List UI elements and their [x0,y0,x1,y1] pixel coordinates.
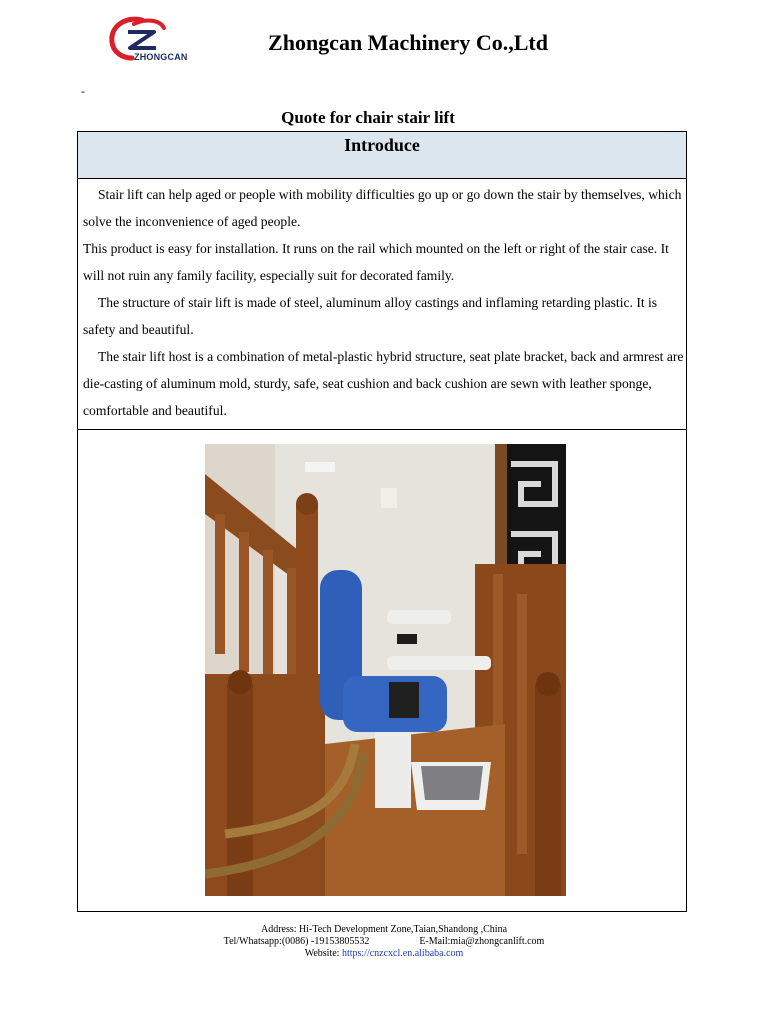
section-heading: Introduce [78,132,686,179]
document-title: Quote for chair stair lift [281,108,455,127]
logo-text: ZHONGCAN [134,52,188,62]
photo-cell [78,430,686,910]
intro-paragraph: Stair lift can help aged or people with mobility difficulties go up or go down the stair by themselves, which solve the inconvenience of aged people. [83,187,682,229]
intro-paragraph: The stair lift host is a combination of metal-plastic hybrid structure, seat plate bracket, back and armrest are die-casting of aluminum mold, sturdy, safe, seat cushion and back cushion are sewn with leather sponge, comfortable and beautiful. [83,349,684,418]
footer-website-label: Website: [304,948,342,959]
stair-lift-image [205,444,566,896]
footer-website-link[interactable]: https://cnzcxcl.en.alibaba.com [341,948,464,959]
footer-address: Address: Hi-Tech Development Zone,Taian,Shandong ,China [260,924,508,935]
footer-contact-row [0,936,768,948]
header-marker: - [81,84,85,98]
intro-text-cell [78,179,686,430]
page-footer [0,924,768,960]
footer-email[interactable]: E-Mail:mia@zhongcanlift.com [419,936,545,947]
footer-website-row [0,948,768,960]
stair-lift-photo [205,444,566,896]
footer-phone: Tel/Whatsapp:(0086) -19153805532 [223,936,370,947]
content-table [77,131,687,912]
intro-paragraph: This product is easy for installation. It runs on the rail which mounted on the left or right of the stair case. It will not ruin any family facility, especially suit for decorated family. [83,241,669,283]
company-name: Zhongcan Machinery Co.,Ltd [268,30,548,55]
intro-paragraph: The structure of stair lift is made of steel, aluminum alloy castings and inflaming retarding plastic. It is safety and beautiful. [83,295,658,337]
